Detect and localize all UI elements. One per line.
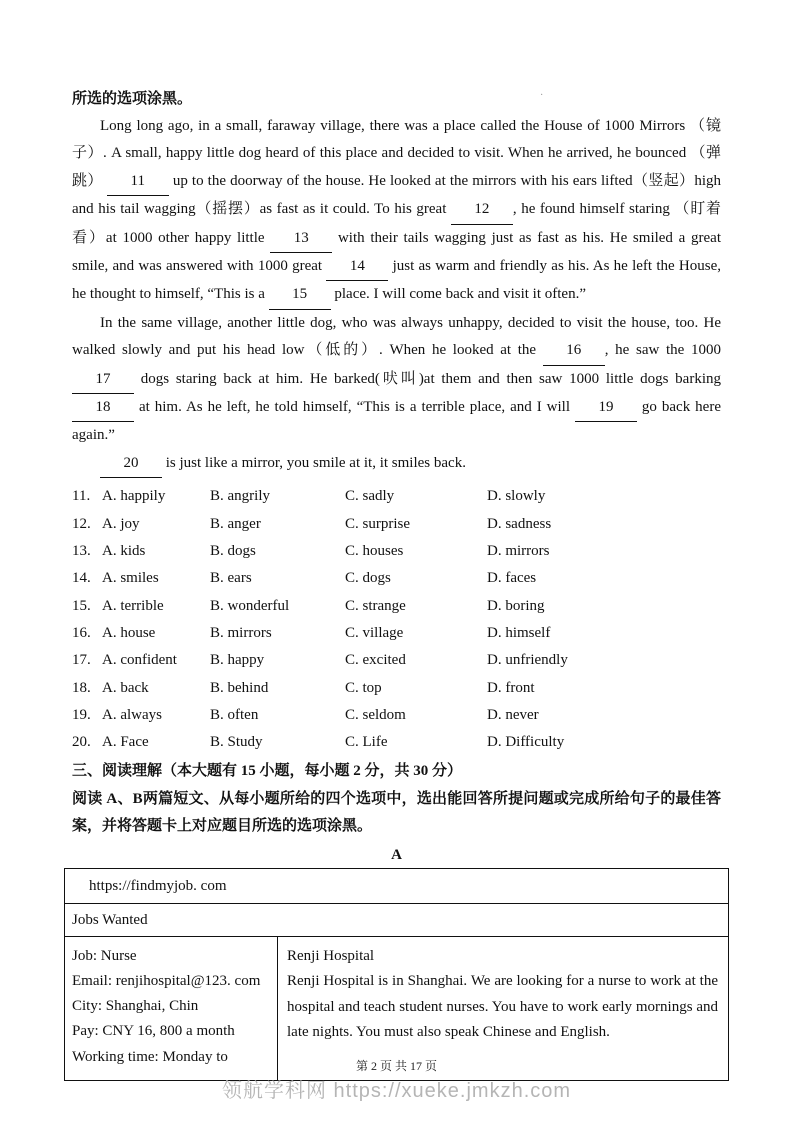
option-b: B. angrily: [210, 488, 270, 505]
cloze-blank-18: 18: [72, 394, 134, 422]
page-number: 第 2 页 共 17 页: [355, 1059, 437, 1073]
cloze-blank-16: 16: [543, 337, 605, 365]
job-detail-line: City: Shanghai, Chin: [72, 998, 199, 1015]
question-row: [72, 674, 721, 701]
option-b: B. ears: [210, 570, 252, 587]
cloze-blank-17: 17: [72, 366, 134, 394]
option-a: A. happily: [102, 488, 166, 505]
cloze-paragraph-1: Long long ago, in a small, faraway village, there was a place called the House of 1000 Mirrors （镜子）. A small, happy little dog heard of this place and decided to visit. When he arrived, he bounced （弹跳） 11 up to the doorway of the house. He looked at the mirrors with his ears lifted（竖起）high and his tail wagging（摇摆）as fast as it could. To his great 12 , he found himself staring （盯着看）at 1000 other happy little 13 with their tails wagging just as fast as his. He smiled a great smile, and was answered with 1000 great 14 just as warm and friendly as his. As he left the House, he thought to himself, “This is a 15 place. I will come back and visit it often.”: [72, 113, 721, 310]
question-row: [72, 620, 721, 647]
cloze-paragraph-3: 20 is just like a mirror, you smile at it, it smiles back.: [72, 450, 721, 478]
option-c: C. dogs: [345, 570, 391, 587]
job-advert-table: [64, 868, 729, 1081]
question-number: 16.: [72, 624, 91, 641]
option-c: C. strange: [345, 597, 406, 614]
option-c: C. top: [345, 679, 382, 696]
option-c: C. Life: [345, 734, 388, 751]
question-list: [72, 483, 721, 756]
carryover-instruction-line: 所选的选项涂黑。: [72, 91, 193, 107]
question-number: 20.: [72, 734, 91, 751]
option-a: A. house: [102, 624, 156, 641]
option-a: A. kids: [102, 543, 146, 560]
cloze-blank-19: 19: [575, 394, 637, 422]
watermark: 领航学科网 https://xueke.jmkzh.com: [221, 1080, 572, 1102]
section-instructions: 阅读 A、B两篇短文、从每小题所给的四个选项中，选出能回答所提问题或完成所给句子的最佳答案，并将答题卡上对应题目所选的选项涂黑。: [72, 790, 721, 835]
question-number: 15.: [72, 597, 91, 614]
option-a: A. Face: [102, 734, 149, 751]
option-c: C. village: [345, 624, 404, 641]
cloze-blank-11: 11: [107, 168, 169, 196]
option-d: D. boring: [487, 597, 545, 614]
option-d: D. never: [487, 706, 539, 723]
option-a: A. always: [102, 706, 162, 723]
question-row: [72, 538, 721, 565]
option-d: D. slowly: [487, 488, 546, 505]
option-c: C. seldom: [345, 706, 406, 723]
option-b: B. mirrors: [210, 624, 272, 641]
option-d: D. mirrors: [487, 543, 550, 560]
option-a: A. terrible: [102, 597, 164, 614]
job-table-header: Jobs Wanted: [65, 904, 728, 937]
question-row: [72, 729, 721, 756]
option-d: D. faces: [487, 570, 537, 587]
job-table-url: https://findmyjob. com: [65, 869, 728, 904]
option-b: B. wonderful: [210, 597, 290, 614]
option-c: C. houses: [345, 543, 404, 560]
option-d: D. himself: [487, 624, 551, 641]
job-detail-line: Email: renjihospital@123. com: [72, 973, 261, 990]
question-number: 11.: [72, 488, 91, 505]
cloze-blank-20: 20: [100, 450, 162, 478]
question-row: [72, 483, 721, 510]
option-b: B. anger: [210, 515, 261, 532]
option-d: D. front: [487, 679, 535, 696]
question-row: [72, 702, 721, 729]
question-row: [72, 592, 721, 619]
question-number: 12.: [72, 515, 91, 532]
hospital-description: Renji Hospital is in Shanghai. We are looking for a nurse to work at the hospital and teach student nurses. You have to work early mornings and late nights. You must also speak Chinese and English.: [287, 973, 718, 1041]
job-detail-line: Pay: CNY 16, 800 a month: [72, 1023, 235, 1040]
question-row: [72, 511, 721, 538]
option-c: C. sadly: [345, 488, 395, 505]
option-b: B. Study: [210, 734, 263, 751]
question-number: 14.: [72, 570, 91, 587]
option-a: A. confident: [102, 652, 177, 669]
stray-mark: ·: [540, 90, 544, 101]
cloze-blank-15: 15: [269, 281, 331, 309]
job-detail-line: Job: Nurse: [72, 947, 137, 964]
option-c: C. excited: [345, 652, 406, 669]
job-detail-line: Working time: Monday to: [72, 1048, 228, 1065]
option-a: A. back: [102, 679, 149, 696]
option-d: D. Difficulty: [487, 734, 565, 751]
cloze-blank-12: 12: [451, 196, 513, 224]
passage-label: A: [391, 846, 402, 863]
question-number: 19.: [72, 706, 91, 723]
option-a: A. joy: [102, 515, 140, 532]
option-b: B. behind: [210, 679, 269, 696]
question-number: 17.: [72, 652, 91, 669]
question-row: [72, 647, 721, 674]
cloze-paragraph-2: In the same village, another little dog, who was always unhappy, decided to visit the house, too. He walked slowly and put his head low（低的）. When he looked at the 16 , he saw the 1000 17 dogs staring back at him. He barked(吠叫)at them and then saw 1000 little dogs barking 18 at him. As he left, he told himself, “This is a terrible place, and I will 19 go back here again.”: [72, 314, 721, 444]
option-b: B. dogs: [210, 543, 256, 560]
option-d: D. sadness: [487, 515, 552, 532]
cloze-blank-14: 14: [326, 253, 388, 281]
section-heading: 三、阅读理解（本大题有 15 小题，每小题 2 分，共 30 分）: [72, 763, 463, 780]
question-row: [72, 565, 721, 592]
hospital-name: Renji Hospital: [287, 947, 375, 964]
option-d: D. unfriendly: [487, 652, 568, 669]
question-number: 18.: [72, 679, 91, 696]
option-c: C. surprise: [345, 515, 410, 532]
option-a: A. smiles: [102, 570, 159, 587]
option-b: B. happy: [210, 652, 265, 669]
question-number: 13.: [72, 543, 91, 560]
option-b: B. often: [210, 706, 259, 723]
cloze-blank-13: 13: [270, 225, 332, 253]
